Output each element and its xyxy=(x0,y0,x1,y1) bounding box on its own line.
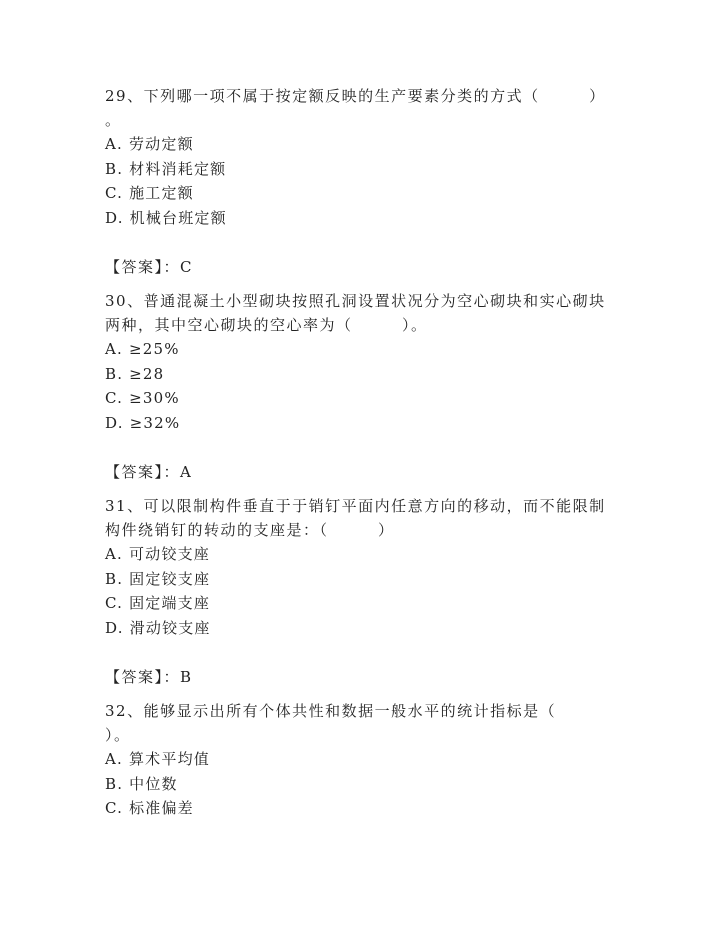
question-text-continued: 构件绕销钉的转动的支座是：（ ） xyxy=(105,521,395,539)
option-a: A. 劳动定额 xyxy=(105,135,194,153)
option-b: B. 材料消耗定额 xyxy=(105,159,227,178)
question-text: 29、下列哪一项不属于按定额反映的生产要素分类的方式（ ） xyxy=(105,87,606,105)
option-c: C. 施工定额 xyxy=(105,184,194,202)
question-30 xyxy=(105,289,615,484)
question-32 xyxy=(105,699,615,821)
option-c: C. 固定端支座 xyxy=(105,594,211,612)
answer-line: 【答案】：B xyxy=(105,668,193,686)
option-c: C. 标准偏差 xyxy=(105,799,194,817)
option-b: B. ≥28 xyxy=(105,364,165,383)
answer-line: 【答案】：A xyxy=(105,463,193,481)
option-c: C. ≥30% xyxy=(105,389,180,407)
option-b: B. 固定铰支座 xyxy=(105,569,211,588)
question-text: 31、可以限制构件垂直于于销钉平面内任意方向的移动，而不能限制 xyxy=(105,497,606,515)
answer-line: 【答案】：C xyxy=(105,258,193,276)
question-text: 32、能够显示出所有个体共性和数据一般水平的统计指标是（ xyxy=(105,702,557,720)
option-a: A. 算术平均值 xyxy=(105,750,210,768)
option-d: D. 滑动铰支座 xyxy=(105,618,211,637)
option-d: D. 机械台班定额 xyxy=(105,208,227,227)
document-page xyxy=(105,84,615,821)
option-d: D. ≥32% xyxy=(105,413,181,432)
question-text-continued: ）。 xyxy=(105,726,131,744)
option-a: A. 可动铰支座 xyxy=(105,545,210,563)
question-text: 30、普通混凝土小型砌块按照孔洞设置状况分为空心砌块和实心砌块 xyxy=(105,292,606,310)
question-31 xyxy=(105,494,615,689)
question-text-continued: 两种，其中空心砌块的空心率为（ ）。 xyxy=(105,316,428,334)
option-a: A. ≥25% xyxy=(105,340,180,358)
question-29 xyxy=(105,84,615,279)
question-text-continued: 。 xyxy=(105,111,122,129)
option-b: B. 中位数 xyxy=(105,774,178,793)
